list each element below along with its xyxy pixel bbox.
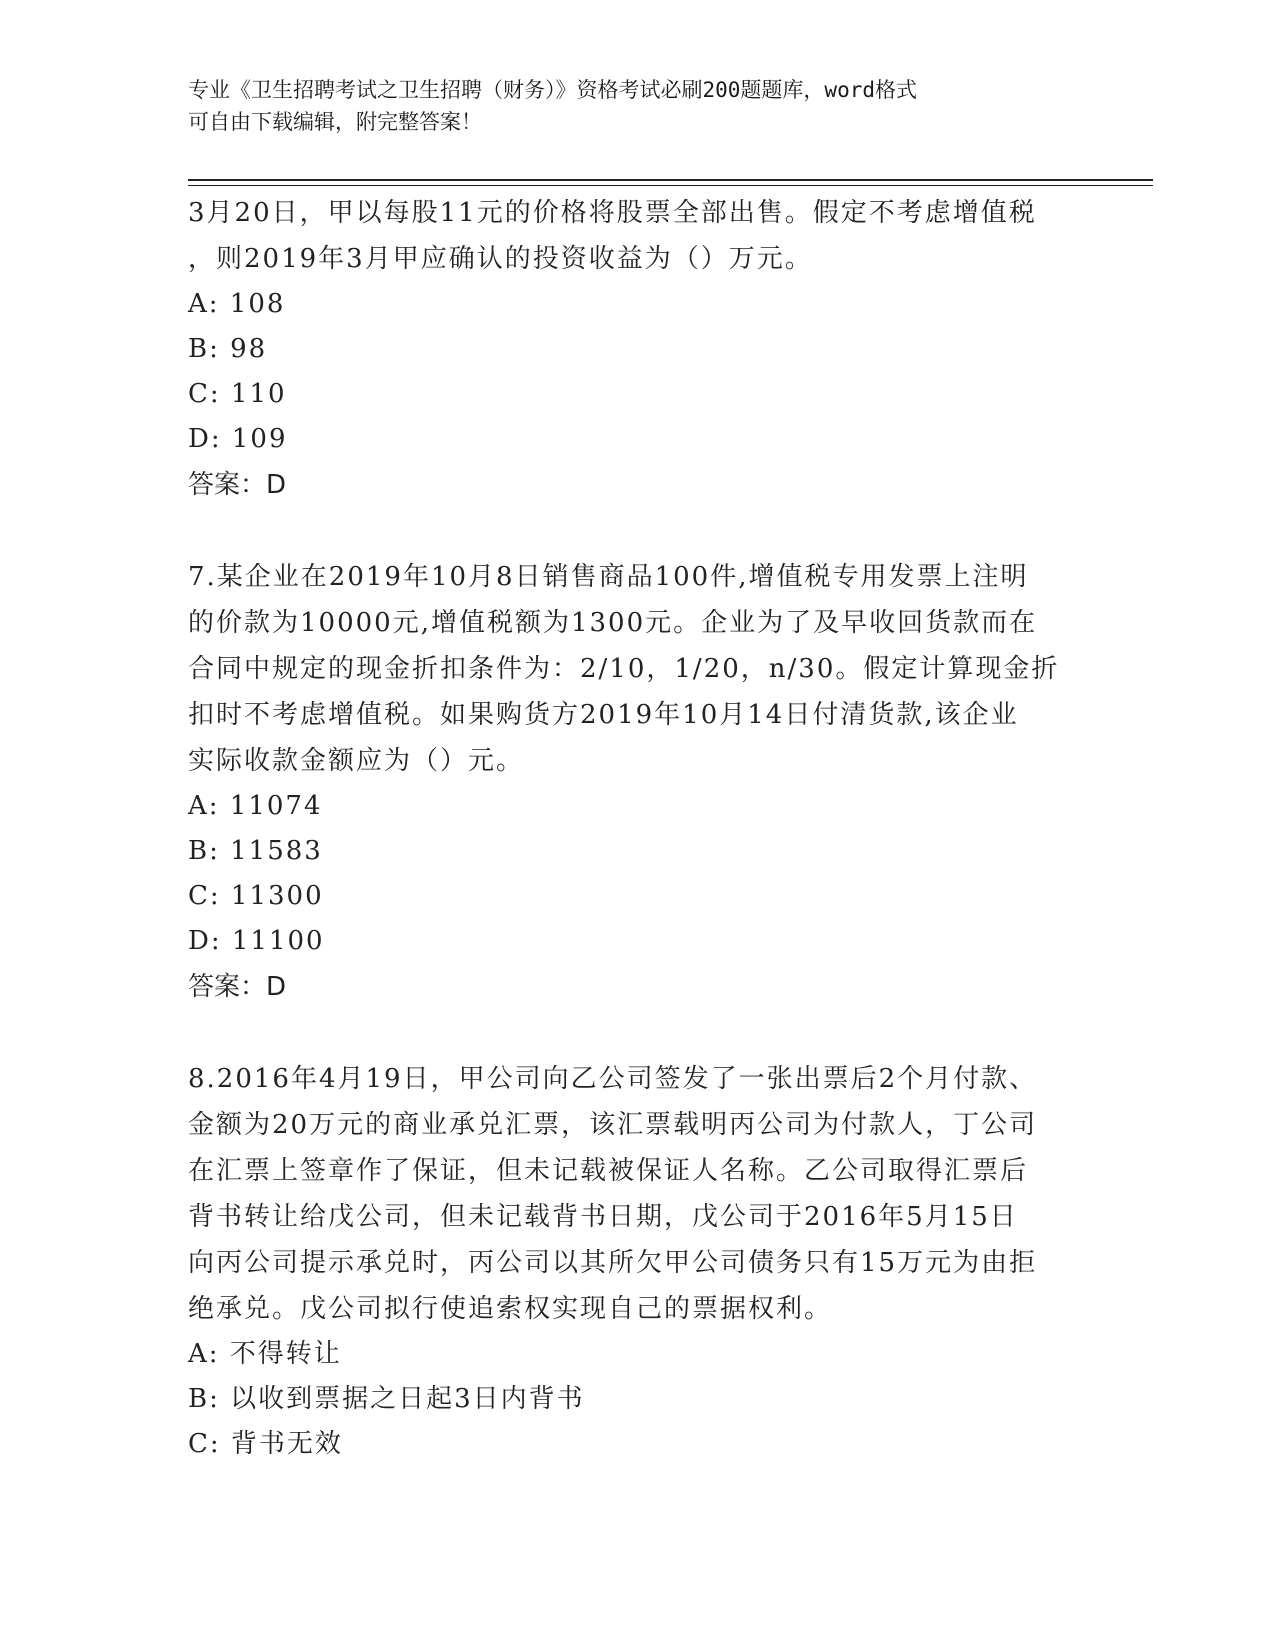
question-stem-line: 8.2016年4月19日，甲公司向乙公司签发了一张出票后2个月付款、 bbox=[188, 1064, 1038, 1094]
question-list bbox=[188, 190, 1088, 1467]
question-stem-line: 绝承兑。戊公司拟行使追索权实现自己的票据权利。 bbox=[188, 1294, 833, 1324]
question-stem-line: ，则2019年3月甲应确认的投资收益为（）万元。 bbox=[188, 244, 813, 274]
question-stem-line: 3月20日，甲以每股11元的价格将股票全部出售。假定不考虑增值税 bbox=[188, 198, 1037, 228]
question-8 bbox=[188, 1056, 1088, 1467]
answer-label: 答案：D bbox=[188, 972, 287, 1002]
option-a: A: 不得转让 bbox=[188, 1339, 342, 1369]
question-stem-line: 金额为20万元的商业承兑汇票，该汇票载明丙公司为付款人，丁公司 bbox=[188, 1110, 1038, 1140]
option-c: C: 背书无效 bbox=[188, 1429, 343, 1459]
header-line-1: 专业《卫生招聘考试之卫生招聘（财务）》资格考试必刷200题题库，word格式 bbox=[188, 78, 917, 102]
question-6 bbox=[188, 190, 1088, 508]
option-b: B: 以收到票据之日起3日内背书 bbox=[188, 1384, 585, 1414]
header-divider-thick bbox=[188, 179, 1153, 181]
option-c: C: 110 bbox=[188, 379, 287, 409]
option-b: B: 98 bbox=[188, 334, 268, 364]
option-d: D: 11100 bbox=[188, 926, 325, 956]
question-stem-line: 实际收款金额应为（）元。 bbox=[188, 746, 525, 776]
question-7 bbox=[188, 554, 1088, 1010]
option-d: D: 109 bbox=[188, 424, 288, 454]
question-stem-line: 的价款为10000元,增值税额为1300元。企业为了及早收回货款而在 bbox=[188, 608, 1038, 638]
document-header bbox=[188, 74, 1088, 138]
question-stem-line: 扣时不考虑增值税。如果购货方2019年10月14日付清货款,该企业 bbox=[188, 700, 1019, 730]
question-stem-line: 在汇票上签章作了保证，但未记载被保证人名称。乙公司取得汇票后 bbox=[188, 1156, 1029, 1186]
question-stem-line: 7.某企业在2019年10月8日销售商品100件,增值税专用发票上注明 bbox=[188, 562, 1029, 592]
question-stem-line: 合同中规定的现金折扣条件为：2/10，1/20，n/30。假定计算现金折 bbox=[188, 654, 1060, 684]
option-a: A: 11074 bbox=[188, 791, 323, 821]
header-divider-thin bbox=[188, 185, 1153, 186]
question-stem-line: 背书转让给戊公司，但未记载背书日期，戊公司于2016年5月15日 bbox=[188, 1202, 1018, 1232]
option-b: B: 11583 bbox=[188, 836, 323, 866]
option-c: C: 11300 bbox=[188, 881, 324, 911]
question-stem-line: 向丙公司提示承兑时，丙公司以其所欠甲公司债务只有15万元为由拒 bbox=[188, 1248, 1038, 1278]
answer-label: 答案：D bbox=[188, 470, 287, 500]
header-line-2: 可自由下载编辑，附完整答案！ bbox=[188, 110, 482, 134]
option-a: A: 108 bbox=[188, 289, 286, 319]
